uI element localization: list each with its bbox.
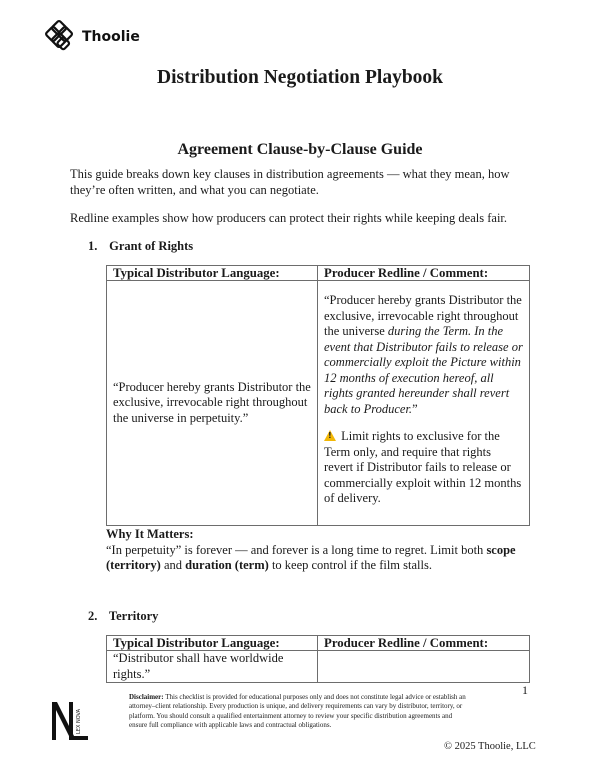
section-subtitle: Agreement Clause-by-Clause Guide	[177, 141, 423, 158]
page-number: 1	[522, 683, 528, 697]
brand-name: Thoolie	[82, 29, 140, 45]
warning-icon	[324, 430, 336, 441]
section-heading-grant-of-rights	[88, 239, 193, 254]
territory-table	[106, 635, 530, 683]
typical-language-cell: “Producer hereby grants Distributor the exclusive, irrevocable right throughout the universe in perpetuity.”	[107, 281, 318, 526]
why-it-matters	[106, 527, 536, 574]
grant-of-rights-table	[106, 265, 530, 526]
section-number: 2.	[88, 609, 98, 623]
why-it-matters-text	[106, 543, 536, 574]
nl-monogram-logo-icon	[52, 700, 88, 749]
why-bold-scope: scope (territory)	[106, 542, 516, 572]
why-it-matters-label: Why It Matters:	[106, 527, 194, 541]
section-title: Grant of Rights	[109, 239, 194, 253]
interlocked-diamonds-logo-icon	[45, 20, 79, 54]
section-title: Territory	[108, 609, 159, 623]
table-row	[107, 281, 530, 526]
redline-plain-text: “Producer hereby grants Distributor the exclusive, irrevocable right throughout the universe	[324, 293, 522, 338]
disclaimer-text: This checklist is provided for educational purposes only and does not constitute legal advice or establish an attorney–client relationship. Every production is unique, and delivery requirements can vary by distributor, territory, or platform. You should consult a qualified entertainment attorney to review your specific distribution agreements and ensure full compliance with applicable laws and contractual obligations.	[129, 693, 466, 729]
redline-text	[324, 293, 523, 417]
document-title: Distribution Negotiation Playbook	[156, 67, 444, 88]
producer-redline-cell	[318, 281, 530, 526]
typical-language-cell: “Distributor shall have worldwide rights.”	[107, 651, 318, 683]
table-row	[107, 651, 530, 683]
comment-text: Limit rights to exclusive for the Term only, and require that rights revert if Distributor fails to release or commercially exploit within 12 months of delivery.	[324, 429, 522, 505]
why-text-part: to keep control if the film stalls.	[268, 558, 432, 572]
producer-redline-cell	[318, 651, 530, 683]
disclaimer-label: Disclaimer:	[129, 693, 164, 701]
column-header-typical-language: Typical Distributor Language:	[107, 636, 318, 651]
column-header-producer-redline: Producer Redline / Comment:	[318, 636, 530, 651]
column-header-typical-language: Typical Distributor Language:	[107, 266, 318, 281]
column-header-producer-redline: Producer Redline / Comment:	[318, 266, 530, 281]
copyright: © 2025 Thoolie, LLC	[444, 741, 536, 752]
why-bold-duration: duration (term)	[185, 558, 269, 572]
redline-intro-paragraph: Redline examples show how producers can protect their rights while keeping deals fair.	[70, 211, 508, 225]
disclaimer	[129, 693, 469, 730]
intro-paragraph: This guide breaks down key clauses in distribution agreements — what they mean, how they’re often written, and what you can negotiate.	[70, 167, 510, 197]
redline-italic-text: during the Term. In the event that Distributor fails to release or commercially exploit the Picture within 12 months of execution hereof, all rights granted hereunder shall revert back to Producer.	[324, 324, 523, 416]
brand-logo	[45, 20, 140, 54]
redline-close-quote: ”	[412, 401, 418, 416]
section-number: 1.	[88, 239, 98, 253]
svg-text:LEX NOVA: LEX NOVA	[76, 708, 82, 734]
section-heading-territory	[88, 609, 158, 624]
why-text-part: “In perpetuity” is forever — and forever is a long time to regret. Limit both	[106, 542, 487, 557]
redline-comment	[324, 429, 523, 507]
why-text-part: and	[160, 558, 186, 572]
